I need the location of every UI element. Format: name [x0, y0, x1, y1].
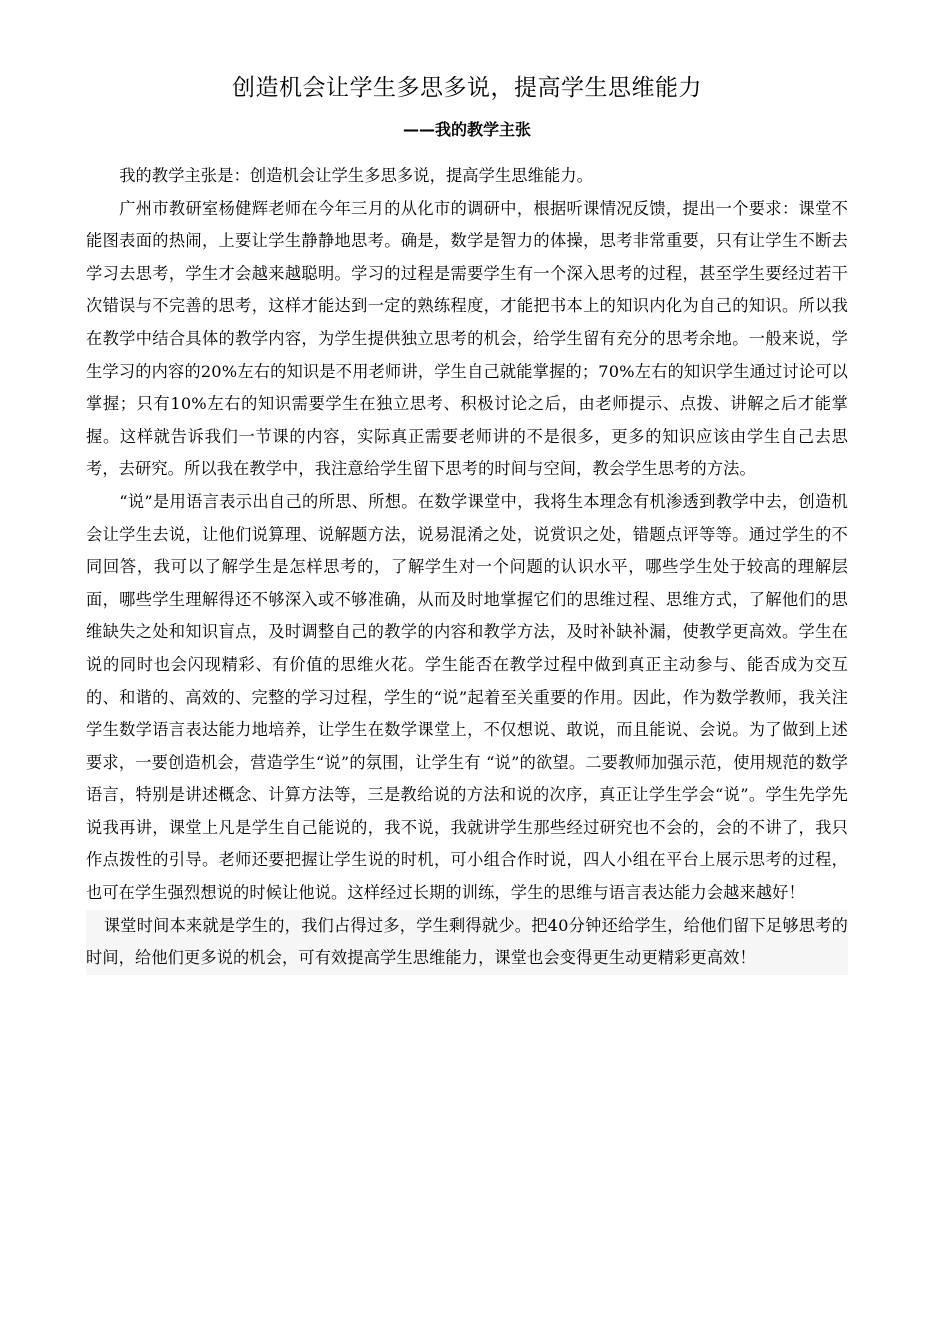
paragraph-thesis: 我的教学主张是：创造机会让学生多思多说，提高学生思维能力。: [119, 166, 593, 185]
paragraph-conclusion: 课堂时间本来就是学生的，我们占得过多，学生剩得就少。把40分钟还给学生，给他们留下足够思考的时间，给他们更多说的机会，可有效提高学生思维能力，课堂也会变得更生动更精彩更高效！: [86, 910, 848, 975]
paragraph-thinking: 广州市教研室杨健辉老师在今年三月的从化市的调研中，根据听课情况反馈，提出一个要求：课堂不能图表面的热闹，上要让学生静静地思考。确是，数学是智力的体操，思考非常重要，只有让学生不断去学习去思考，学生才会越来越聪明。学习的过程是需要学生有一个深入思考的过程，甚至学生要经过若干次错误与不完善的思考，这样才能达到一定的熟练程度，才能把书本上的知识内化为自己的知识。所以我在教学中结合具体的教学内容，为学生提供独立思考的机会，给学生留有充分的思考余地。一般来说，学生学习的内容的20%左右的知识是不用老师讲，学生自己就能掌握的；70%左右的知识学生通过讨论可以掌握；只有10%左右的知识需要学生在独立思考、积极讨论之后，由老师提示、点拨、讲解之后才能掌握。这样就告诉我们一节课的内容，实际真正需要老师讲的不是很多，更多的知识应该由学生自己去思考，去研究。所以我在教学中，我注意给学生留下思考的时间与空间，教会学生思考的方法。: [86, 198, 848, 479]
paragraph-speaking: “说”是用语言表示出自己的所思、所想。在数学课堂中，我将生本理念有机渗透到教学中去，创造机会让学生去说，让他们说算理、说解题方法，说易混淆之处，说赏识之处，错题点评等等。通过学生的不同回答，我可以了解学生是怎样思考的，了解学生对一个问题的认识水平，哪些学生处于较高的理解层面，哪些学生理解得还不够深入或不够准确，从而及时地掌握它们的思维过程、思维方式，了解他们的思维缺失之处和知识盲点，及时调整自己的教学的内容和教学方法，及时补缺补漏，使教学更高效。学生在说的同时也会闪现精彩、有价值的思维火花。学生能否在教学过程中做到真正主动参与、能否成为交互的、和谐的、高效的、完整的学习过程，学生的“说”起着至关重要的作用。因此，作为数学教师，我关注学生数学语言表达能力地培养，让学生在数学课堂上，不仅想说、敢说，而且能说、会说。为了做到上述要求，一要创造机会，营造学生“说”的氛围，让学生有 “说”的欲望。二要教师加强示范，使用规范的数学语言，特别是讲述概念、计算方法等，三是教给说的方法和说的次序，真正让学生学会“说”。学生先学先说我再讲，课堂上凡是学生自己能说的，我不说，我就讲学生那些经过研究也不会的，会的不讲了，我只作点拨性的引导。老师还要把握让学生说的时机，可小组合作时说，四人小组在平台上展示思考的过程，也可在学生强烈想说的时候让他说。这样经过长期的训练，学生的思维与语言表达能力会越来越好！: [86, 491, 848, 903]
document-title: 创造机会让学生多思多说，提高学生思维能力: [232, 75, 702, 101]
document-page: [86, 70, 848, 975]
document-subtitle: ——我的教学主张: [402, 120, 531, 139]
